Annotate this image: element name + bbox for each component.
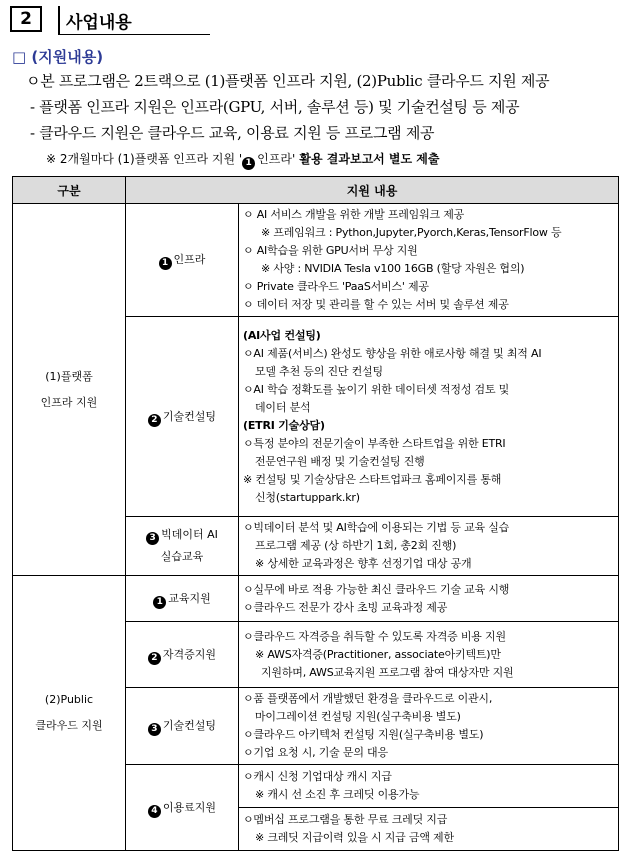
content-block bbox=[239, 807, 618, 850]
section-divider bbox=[58, 6, 60, 34]
content-line: ㅇ캐시 신청 기업대상 캐시 지급 bbox=[243, 770, 392, 783]
item-name bbox=[126, 576, 239, 622]
intro-line-1: ㅇ본 프로그램은 2트랙으로 (1)플랫폼 인프라 지원, (2)Public 클라우드 지원 제공 bbox=[26, 72, 550, 90]
content-line: (AI사업 컨설팅) bbox=[243, 328, 321, 342]
circled-number-icon: 1 bbox=[153, 596, 166, 609]
item-name-text: 인프라 bbox=[173, 253, 206, 266]
circled-number-icon: 1 bbox=[159, 257, 172, 270]
section-title: 사업내용 bbox=[66, 13, 132, 33]
table-row bbox=[13, 576, 619, 622]
header-content: 지원 내용 bbox=[126, 177, 619, 204]
item-content bbox=[239, 622, 619, 688]
content-line: ※ AWS자격증(Practitioner, associate아키텍트)만 bbox=[255, 647, 501, 661]
content-line: ※ 사양 : NVIDIA Tesla v100 16GB (할당 자원은 협의) bbox=[261, 262, 525, 275]
content-line: (ETRI 기술상담) bbox=[243, 418, 325, 432]
content-line: 모델 추천 등의 진단 컨설팅 bbox=[255, 364, 383, 378]
circled-number-icon: 2 bbox=[148, 652, 161, 665]
report-note bbox=[46, 150, 439, 170]
item-name-text: 빅데이터 AI bbox=[161, 528, 218, 541]
content-line: 데이터 분석 bbox=[255, 400, 311, 414]
item-content bbox=[239, 576, 619, 622]
content-line: ※ 크레딧 지급이력 있을 시 지급 금액 제한 bbox=[255, 831, 454, 844]
content-line: ㅇAI 제품(서비스) 완성도 향상을 위한 애로사항 해결 및 최적 AI bbox=[243, 346, 542, 360]
circled-number-icon: 4 bbox=[148, 805, 161, 818]
item-content bbox=[239, 688, 619, 765]
table-body bbox=[13, 204, 619, 851]
group-label-line: 클라우드 지원 bbox=[35, 719, 103, 732]
content-line: ㅇ실무에 바로 적용 가능한 최신 클라우드 기술 교육 시행 bbox=[243, 582, 510, 596]
section-underline bbox=[58, 34, 210, 35]
item-name bbox=[126, 517, 239, 576]
item-name-text: 자격증지원 bbox=[162, 647, 217, 661]
content-line: 지원하며, AWS교육지원 프로그램 참여 대상자만 지원 bbox=[261, 665, 514, 679]
support-table bbox=[12, 176, 619, 851]
content-line: ㅇ빅데이터 분석 및 AI학습에 이용되는 기법 등 교육 실습 bbox=[243, 521, 510, 534]
content-line: ㅇ클라우드 자격증을 취득할 수 있도록 자격증 비용 지원 bbox=[243, 629, 506, 643]
content-line: 신청(startuppark.kr) bbox=[255, 490, 360, 504]
header-category: 구분 bbox=[13, 177, 126, 204]
group-label-line: 인프라 지원 bbox=[40, 395, 98, 409]
content-line: ㅇ 데이터 저장 및 관리를 할 수 있는 서버 및 솔루션 제공 bbox=[243, 298, 509, 311]
circled-number-icon: 3 bbox=[148, 723, 161, 736]
item-name bbox=[126, 765, 239, 851]
item-content bbox=[239, 204, 619, 317]
content-line: ㅇAI 학습 정확도를 높이기 위한 데이터셋 적정성 검토 및 bbox=[243, 382, 510, 396]
item-name bbox=[126, 317, 239, 517]
report-note-bold: 활용 결과보고서 별도 제출 bbox=[295, 152, 440, 166]
report-note-mid: 인프라' bbox=[257, 152, 296, 166]
content-line: ㅇ AI학습을 위한 GPU서버 무상 지원 bbox=[243, 244, 418, 257]
item-name-text: 기술컨설팅 bbox=[162, 409, 217, 423]
table-row bbox=[13, 204, 619, 317]
content-line: ㅇ품 플랫폼에서 개발했던 환경을 클라우드로 이관시, bbox=[243, 692, 493, 705]
item-name bbox=[126, 204, 239, 317]
content-line: ㅇ AI 서비스 개발을 위한 개발 프레임워크 제공 bbox=[243, 208, 465, 221]
group-label bbox=[13, 576, 126, 851]
item-name-text: 실습교육 bbox=[160, 550, 204, 563]
circled-number-icon: 2 bbox=[148, 414, 161, 427]
item-name-text: 기술컨설팅 bbox=[162, 719, 217, 732]
content-line: ㅇ Private 클라우드 'PaaS서비스' 제공 bbox=[243, 280, 429, 293]
subheading: □ (지원내용) bbox=[12, 48, 104, 66]
item-name-text: 교육지원 bbox=[168, 591, 211, 605]
circled-number-icon: 3 bbox=[146, 532, 159, 545]
item-name-text: 이용료지원 bbox=[162, 800, 217, 814]
content-line: ※ 상세한 교육과정은 향후 선정기업 대상 공개 bbox=[255, 557, 472, 570]
content-line: 프로그램 제공 (상 하반기 1회, 총2회 진행) bbox=[255, 539, 457, 552]
item-name bbox=[126, 688, 239, 765]
item-content bbox=[239, 517, 619, 576]
item-name bbox=[126, 622, 239, 688]
content-line: 전문연구원 배정 및 기술컨설팅 진행 bbox=[255, 454, 425, 468]
section-header bbox=[10, 6, 210, 34]
table-header-row bbox=[13, 177, 619, 204]
section-number: 2 bbox=[10, 6, 42, 32]
circled-number-icon: 1 bbox=[242, 157, 255, 170]
content-block bbox=[239, 765, 618, 807]
intro-line-3: - 클라우드 지원은 클라우드 교육, 이용료 지원 등 프로그램 제공 bbox=[30, 124, 435, 142]
content-line: ※ 컨설팅 및 기술상담은 스타트업파크 홈페이지를 통해 bbox=[243, 472, 502, 486]
item-content bbox=[239, 317, 619, 517]
content-line: ※ 캐시 선 소진 후 크레딧 이용가능 bbox=[255, 788, 420, 801]
item-content bbox=[239, 765, 619, 851]
intro-line-2: - 플랫폼 인프라 지원은 인프라(GPU, 서버, 솔루션 등) 및 기술컨설팅 등 제공 bbox=[30, 98, 520, 116]
content-line: ㅇ멤버십 프로그램을 통한 무료 크레딧 지급 bbox=[243, 813, 448, 826]
group-label-line: (1)플랫폼 bbox=[45, 369, 93, 383]
content-line: 마이그레이션 컨설팅 지원(실구축비용 별도) bbox=[255, 710, 461, 723]
content-line: ㅇ클라우드 전문가 강사 초빙 교육과정 제공 bbox=[243, 600, 448, 614]
group-label-line: (2)Public bbox=[44, 693, 94, 706]
content-line: ※ 프레임워크 : Python,Jupyter,Pyorch,Keras,TensorFlow 등 bbox=[261, 226, 562, 239]
content-line: ㅇ특정 분야의 전문기술이 부족한 스타트업을 위한 ETRI bbox=[243, 436, 506, 450]
group-label bbox=[13, 204, 126, 576]
content-line: ㅇ클라우드 아키텍처 컨설팅 지원(실구축비용 별도) bbox=[243, 728, 484, 741]
report-note-prefix: ※ 2개월마다 (1)플랫폼 인프라 지원 ' bbox=[46, 152, 243, 166]
content-line: ㅇ기업 요청 시, 기술 문의 대응 bbox=[243, 746, 388, 759]
